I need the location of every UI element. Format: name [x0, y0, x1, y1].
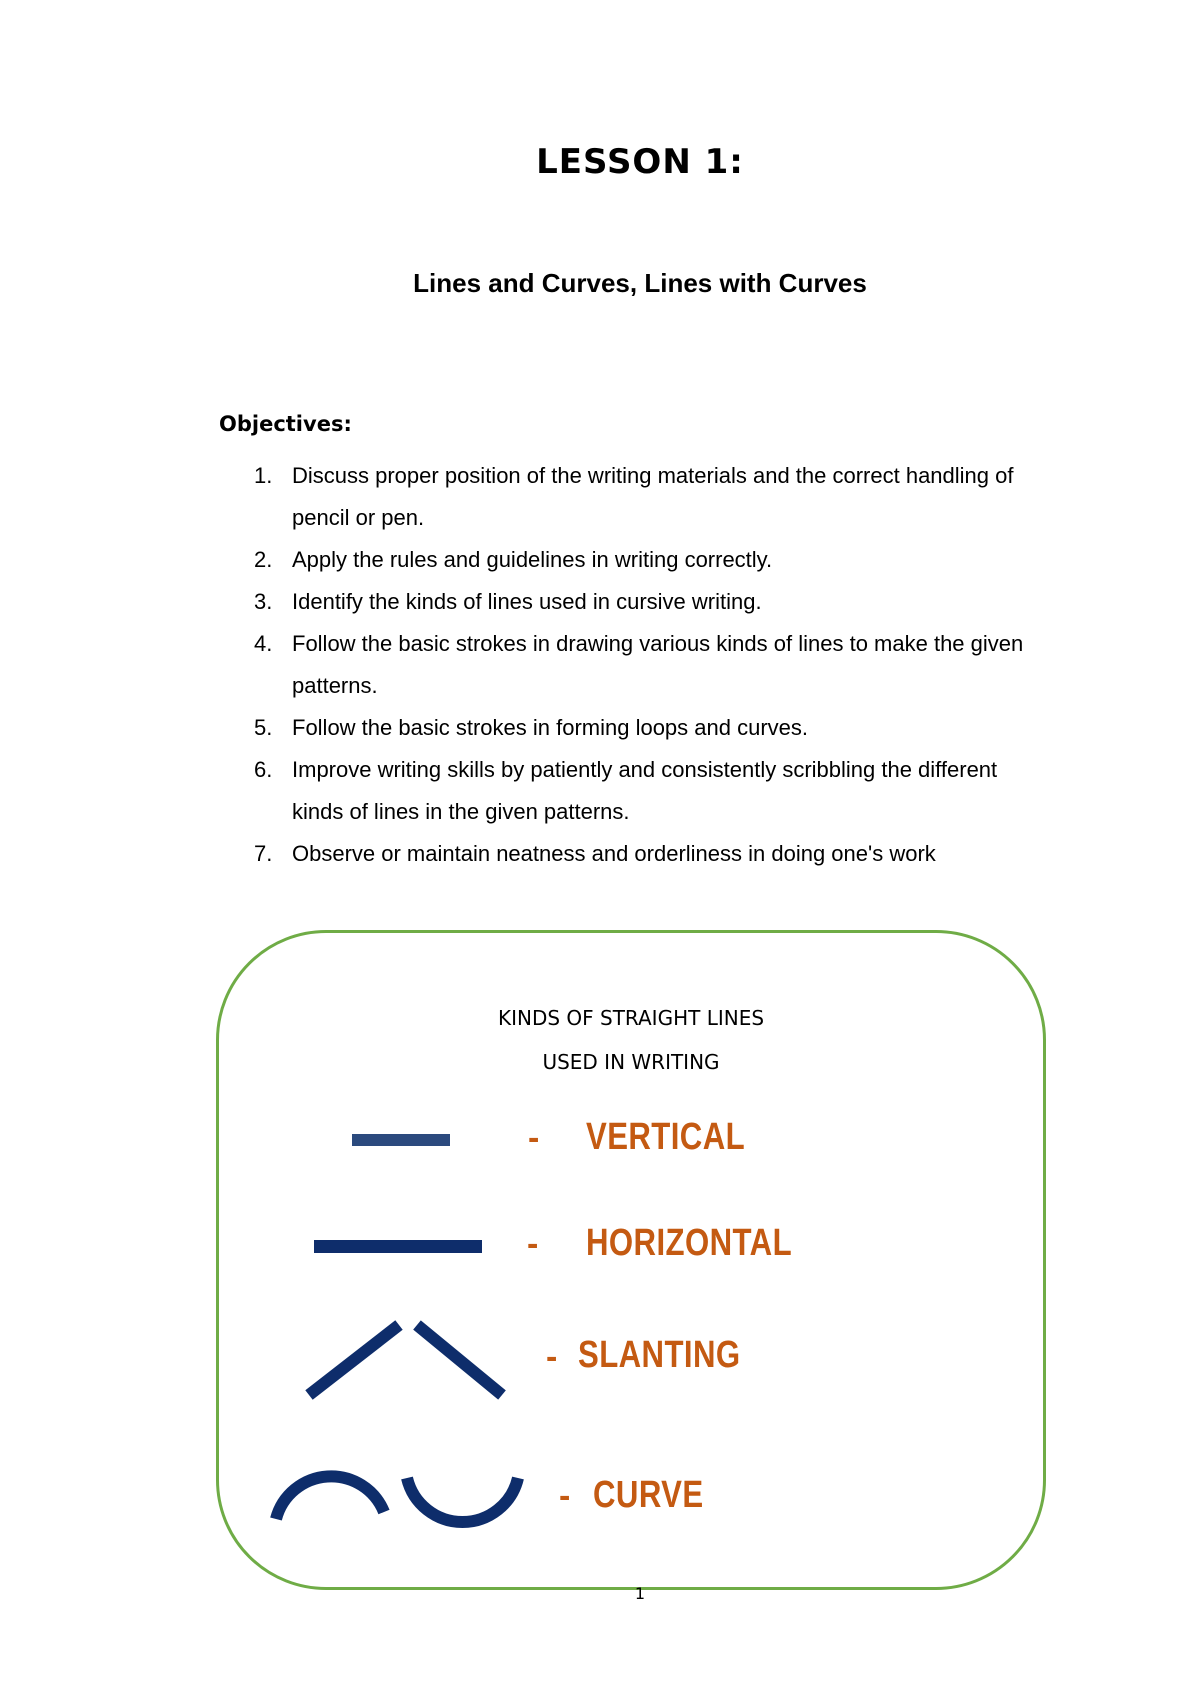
long-horizontal-bar-icon	[314, 1240, 482, 1253]
list-item-number: 3.	[254, 589, 273, 614]
short-horizontal-bar-icon	[352, 1134, 450, 1146]
slanting-dash: -	[546, 1338, 558, 1376]
list-item-number: 5.	[254, 715, 273, 740]
vertical-dash: -	[528, 1119, 540, 1157]
slanting-lines-icon	[309, 1325, 502, 1395]
list-item-number: 2.	[254, 547, 273, 572]
list-item-text: Apply the rules and guidelines in writing correctly.	[292, 547, 773, 572]
label-horizontal: HORIZONTAL	[586, 1222, 793, 1264]
list-item-text: Follow the basic strokes in forming loops and curves.	[292, 715, 809, 740]
page-subtitle: Lines and Curves, Lines with Curves	[413, 268, 867, 298]
list-item-number: 1.	[254, 463, 273, 488]
list-item-number: 7.	[254, 841, 273, 866]
list-item-text: Improve writing skills by patiently and consistently scribbling the different kinds of lines in the given patterns.	[292, 757, 998, 824]
list-item-number: 6.	[254, 757, 273, 782]
list-item-text: Follow the basic strokes in drawing various kinds of lines to make the given patterns.	[292, 631, 1024, 698]
list-item-text: Discuss proper position of the writing materials and the correct handling of pencil or pen.	[292, 463, 1014, 530]
page-number: 1	[634, 1584, 646, 1603]
objectives-heading: Objectives:	[219, 412, 352, 436]
label-slanting: SLANTING	[578, 1334, 741, 1376]
horizontal-dash: -	[527, 1225, 539, 1263]
list-item-text: Observe or maintain neatness and orderliness in doing one's work	[292, 841, 936, 866]
label-curve: CURVE	[593, 1474, 704, 1516]
list-item-text: Identify the kinds of lines used in cursive writing.	[292, 589, 762, 614]
box-heading-line-2: USED IN WRITING	[542, 1050, 720, 1074]
label-vertical: VERTICAL	[586, 1116, 746, 1158]
box-heading-line-1: KINDS OF STRAIGHT LINES	[497, 1006, 765, 1030]
curve-arcs-icon	[276, 1476, 518, 1522]
curve-dash: -	[559, 1477, 571, 1515]
page-title: LESSON 1:	[536, 142, 744, 182]
list-item-number: 4.	[254, 631, 273, 656]
